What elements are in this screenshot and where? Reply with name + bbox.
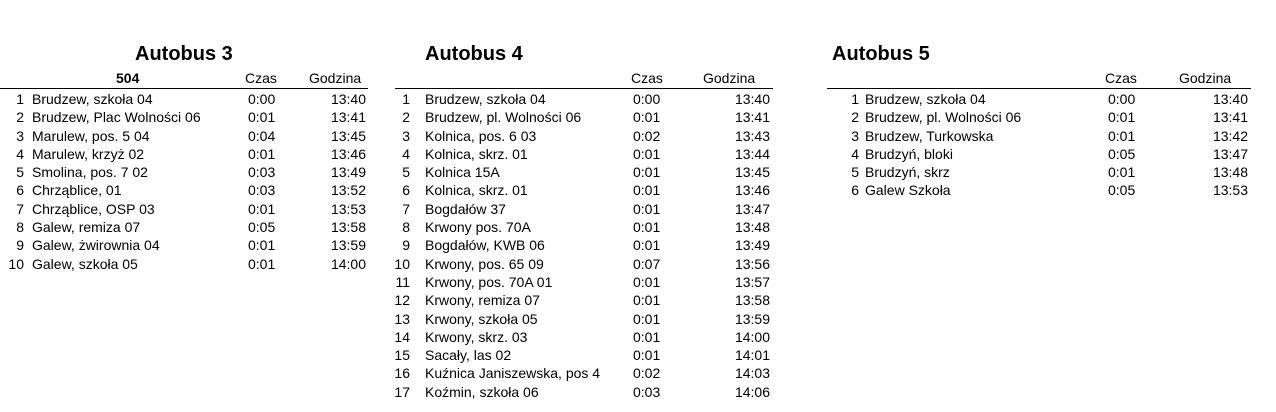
- stop-godzina: 13:45: [734, 164, 770, 181]
- stop-godzina: 14:01: [734, 347, 770, 364]
- stop-godzina: 13:56: [734, 255, 770, 272]
- stop-number: 1: [402, 91, 410, 107]
- stop-name: Krwony, pos. 65 09: [425, 255, 544, 272]
- stop-godzina: 13:46: [330, 145, 366, 162]
- stop-number: 1: [16, 91, 24, 107]
- stop-name: Kolnica 15A: [425, 164, 500, 181]
- stop-name: Krwony, skrz. 03: [425, 328, 528, 345]
- stop-godzina: 13:58: [734, 292, 770, 309]
- stop-name: Krwony, szkoła 05: [425, 310, 538, 327]
- stop-czas: 0:03: [633, 383, 661, 400]
- route-number: 504: [116, 70, 140, 86]
- stop-number: 4: [402, 145, 410, 162]
- stop-godzina: 13:46: [734, 182, 770, 199]
- stop-czas: 0:01: [633, 109, 661, 126]
- stop-name: Brudzew, Plac Wolności 06: [32, 109, 201, 126]
- stop-godzina: 13:57: [734, 273, 770, 290]
- stop-godzina: 14:06: [734, 383, 770, 400]
- stop-number: 2: [851, 109, 859, 126]
- stop-name: Kolnica, pos. 6 03: [425, 127, 537, 144]
- stop-czas: 0:01: [248, 109, 276, 126]
- stop-name: Brudzew, szkoła 04: [425, 91, 546, 107]
- stop-name: Brudzew, Turkowska: [865, 127, 994, 144]
- stop-number: 4: [851, 145, 859, 162]
- stop-number: 3: [16, 127, 24, 144]
- stop-czas: 0:07: [633, 255, 661, 272]
- stop-czas: 0:01: [248, 145, 276, 162]
- bus-title: Autobus 4: [425, 43, 523, 65]
- stop-czas: 0:01: [633, 292, 661, 309]
- stop-czas: 0:01: [633, 237, 661, 254]
- col-godzina-header: Godzina: [703, 70, 756, 86]
- stop-czas: 0:01: [1108, 127, 1136, 144]
- stop-godzina: 13:42: [1212, 127, 1248, 144]
- stop-name: Bogdałów, KWB 06: [425, 237, 545, 254]
- stop-number: 16: [394, 365, 410, 382]
- stop-czas: 0:04: [248, 127, 276, 144]
- stop-name: Brudzyń, skrz: [865, 164, 950, 181]
- bus-5-table: [820, 0, 1270, 412]
- stop-number: 15: [394, 347, 410, 364]
- stop-name: Kolnica, skrz. 01: [425, 182, 528, 199]
- stop-number: 6: [16, 182, 24, 199]
- stop-czas: 0:00: [248, 91, 276, 107]
- stop-godzina: 13:48: [734, 219, 770, 236]
- stop-number: 5: [16, 164, 24, 181]
- stop-name: Koźmin, szkoła 06: [425, 383, 539, 400]
- stop-czas: 0:01: [633, 273, 661, 290]
- stop-name: Brudzew, pl. Wolności 06: [865, 109, 1022, 126]
- stop-name: Smolina, pos. 7 02: [32, 164, 148, 181]
- stop-godzina: 13:44: [734, 145, 770, 162]
- stop-number: 4: [16, 145, 24, 162]
- stop-name: Chrząblice, OSP 03: [32, 200, 155, 217]
- stop-name: Marulew, pos. 5 04: [32, 127, 150, 144]
- stop-number: 7: [402, 200, 410, 217]
- col-godzina-header: Godzina: [1179, 70, 1232, 86]
- stop-godzina: 13:40: [1212, 91, 1248, 107]
- stop-name: Galew Szkoła: [865, 182, 951, 199]
- stop-czas: 0:01: [633, 328, 661, 345]
- stop-number: 13: [394, 310, 410, 327]
- stop-number: 10: [394, 255, 410, 272]
- stop-name: Brudzyń, bloki: [865, 145, 953, 162]
- stop-czas: 0:05: [248, 219, 276, 236]
- stop-godzina: 14:00: [734, 328, 770, 345]
- stop-godzina: 13:41: [1212, 109, 1248, 126]
- stop-number: 7: [16, 200, 24, 217]
- stop-name: Brudzew, szkoła 04: [865, 91, 986, 107]
- stop-number: 9: [16, 237, 24, 254]
- stop-number: 14: [394, 328, 410, 345]
- stop-godzina: 13:43: [734, 127, 770, 144]
- col-czas-header: Czas: [1105, 70, 1137, 86]
- stop-name: Galew, remiza 07: [32, 219, 141, 236]
- stop-czas: 0:00: [633, 91, 661, 107]
- stop-czas: 0:00: [1108, 91, 1136, 107]
- stop-godzina: 13:47: [734, 200, 770, 217]
- stop-name: Brudzew, szkoła 04: [32, 91, 153, 107]
- stop-number: 1: [851, 91, 859, 107]
- stop-number: 11: [395, 273, 410, 290]
- stop-name: Sacały, las 02: [425, 347, 512, 364]
- header-rule: [395, 88, 773, 89]
- stop-czas: 0:01: [633, 219, 661, 236]
- stop-number: 9: [402, 237, 410, 254]
- stop-godzina: 13:53: [1212, 182, 1248, 199]
- stop-godzina: 13:41: [734, 109, 770, 126]
- stop-czas: 0:05: [1108, 145, 1136, 162]
- stop-godzina: 13:45: [330, 127, 366, 144]
- col-czas-header: Czas: [631, 70, 663, 86]
- stop-number: 2: [16, 109, 24, 126]
- stop-godzina: 13:58: [330, 219, 366, 236]
- stop-name: Bogdałów 37: [425, 200, 506, 217]
- stop-godzina: 13:59: [734, 310, 770, 327]
- stop-czas: 0:02: [633, 127, 661, 144]
- stop-name: Krwony, remiza 07: [425, 292, 540, 309]
- stop-number: 6: [402, 182, 410, 199]
- stop-godzina: 13:47: [1212, 145, 1248, 162]
- stop-number: 3: [402, 127, 410, 144]
- stop-godzina: 13:49: [734, 237, 770, 254]
- col-czas-header: Czas: [245, 70, 277, 86]
- stop-name: Krwony pos. 70A: [425, 219, 531, 236]
- stop-czas: 0:01: [633, 310, 661, 327]
- stop-name: Kuźnica Janiszewska, pos 4: [425, 365, 601, 382]
- stop-czas: 0:03: [248, 164, 276, 181]
- header-rule: [0, 88, 368, 89]
- stop-name: Marulew, krzyż 02: [32, 145, 145, 162]
- stop-czas: 0:02: [633, 365, 661, 382]
- stop-czas: 0:01: [248, 200, 276, 217]
- stop-czas: 0:01: [1108, 164, 1136, 181]
- stop-czas: 0:01: [248, 237, 276, 254]
- stop-czas: 0:01: [633, 182, 661, 199]
- col-godzina-header: Godzina: [309, 70, 362, 86]
- stop-number: 2: [402, 109, 410, 126]
- stop-godzina: 13:53: [330, 200, 366, 217]
- stop-godzina: 13:49: [330, 164, 366, 181]
- stop-czas: 0:01: [633, 164, 661, 181]
- stop-number: 3: [851, 127, 859, 144]
- stop-godzina: 14:03: [734, 365, 770, 382]
- stop-godzina: 13:40: [734, 91, 770, 107]
- stop-godzina: 13:40: [330, 91, 366, 107]
- stop-number: 17: [394, 383, 410, 400]
- stop-czas: 0:01: [633, 347, 661, 364]
- stop-godzina: 13:41: [330, 109, 366, 126]
- stop-name: Chrząblice, 01: [32, 182, 122, 199]
- stop-name: Brudzew, pl. Wolności 06: [425, 109, 582, 126]
- stop-godzina: 14:00: [330, 255, 366, 272]
- stop-number: 10: [8, 255, 24, 272]
- stop-number: 8: [16, 219, 24, 236]
- stop-number: 8: [402, 219, 410, 236]
- bus-3-table: [0, 0, 400, 412]
- header-rule: [827, 88, 1251, 89]
- stop-number: 12: [394, 292, 410, 309]
- stop-czas: 0:03: [248, 182, 276, 199]
- stop-godzina: 13:52: [330, 182, 366, 199]
- stop-czas: 0:01: [633, 200, 661, 217]
- stop-name: Galew, żwirownia 04: [32, 237, 160, 254]
- stop-czas: 0:01: [1108, 109, 1136, 126]
- stop-name: Krwony, pos. 70A 01: [425, 273, 553, 290]
- stop-name: Kolnica, skrz. 01: [425, 145, 528, 162]
- stop-number: 5: [402, 164, 410, 181]
- stop-name: Galew, szkoła 05: [32, 255, 138, 272]
- stop-number: 5: [851, 164, 859, 181]
- bus-title: Autobus 5: [832, 43, 930, 65]
- bus-4-table: [390, 0, 780, 412]
- stop-number: 6: [851, 182, 859, 199]
- stop-czas: 0:05: [1108, 182, 1136, 199]
- bus-title: Autobus 3: [135, 43, 233, 65]
- stop-czas: 0:01: [248, 255, 276, 272]
- stop-godzina: 13:48: [1212, 164, 1248, 181]
- stop-czas: 0:01: [633, 145, 661, 162]
- stop-godzina: 13:59: [330, 237, 366, 254]
